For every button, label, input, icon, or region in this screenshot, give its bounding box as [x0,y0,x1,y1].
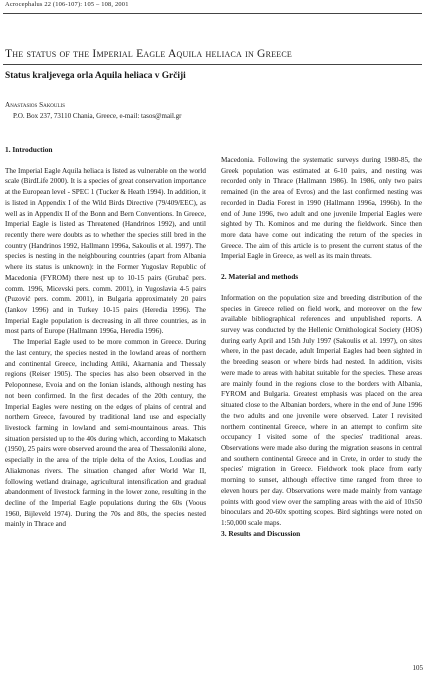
article-subtitle: Status kraljevega orla Aquila heliaca v Grčiji [5,71,186,81]
section-heading-methods: 2. Material and methods [221,272,299,282]
left-column [5,145,206,530]
page-number: 105 [412,664,423,672]
paragraph: The Imperial Eagle Aquila heliaca is listed as vulnerable on the world scale (BirdLife 2000). It is a species of great conservation importance at the European level - SPEC 1 (Tucker & Heath 1994). In addition, it is listed in Appendix I of the Wild Birds Directive (79/409/EEC), as well as in Appendix II of the Bonn and Bern Conventions. In Greece, Imperial Eagle is listed as Threatened (Handrinos 1992), and until recently there were doubts as to whether the species still bred in the country (Handrinos 1992, Hallmann 1996a, Sakoulis et al. 1997). The species is nesting in the neighbouring countries (apart from Albania where its status is unknown): in the Former Yugoslav Republic of Macedonia (FYROM) there nest up to 10-15 pairs (Grubač pers. comm. 1996, Micevski pers. comm. 2001), in Yugoslavia 4-5 pairs (Puzović pers. comm. 2001), in Bulgaria approximately 20 pairs (Iankov 1996) and in Turkey 10-15 pairs (Heredia 1996). The Imperial Eagle population is decreasing in all three countries, as in most parts of Europe (Hallmann 1996a, Heredia 1996). [5,166,206,336]
paragraph: The Imperial Eagle used to be more common in Greece. During the last century, the species nested in the lowland areas of northern and continental Greece, including Attiki, Akarnania and Thessaly regions (Reiser 1905). The species has also been observed in the Peloponnese, Evoia and on the Ionian islands, although nesting has not been confirmed. In the first decades of the 20th century, the Imperial Eagles were nesting on the edges of plains of central and northern Greece, favoured by traditional land use and especially livestock farming in lowland and semi-mountainous areas. This situation persisted up to the 40s during which, according to Makatsch (1950), 25 pairs were observed around the area of Thessaloniki alone, especially in the area of the triple delta of the Axios, Loudias and Aliakmonas rivers. The situation changed after World War II, following wetland drainage, agricultural intensification and gradual abandonment of livestock farming in the lower zone, resulting in the decline of the Imperial Eagle populations during the 60s (Voous 1960, Bijleveld 1974). During the 70s and 80s, the species nested mainly in Thrace and [5,338,206,529]
title-rule [3,64,422,65]
author-name: Anastasios Sakoulis [5,101,66,109]
paragraph: Information on the population size and breeding distribution of the species in Greece relied on field work, and moreover on the few available bibliographical references and unpublished reports. A survey was conducted by the Hellenic Ornithological Society (HOS) during early April and 15th July 1997 (Sakoulis et al. 1997), on sites where, in the past decade, adult Imperial Eagles had been sighted in the breeding season or where birds had nested. In addition, visits were made to areas with habitat suitable for the species. These areas are mainly found in the regions close to the borders with Albania, FYROM and Bulgaria. Greatest emphasis was placed on the area situated close to the Albanian borders, where in the end of June 1996 the two adults and one juvenile were observed. Later I revisited northern continental Greece, where in an attempt to confirm site occupancy I visited some of the species' traditional areas. Observations were made also during the migration seasons in central and southern continental Greece and in Crete, in order to study the species' migration in Greece. Fieldwork took place from early morning to sunset, although effective time ranged from three to eleven hours per day. Observations were made mainly from vantage points with good view over the sampling areas with the aid of 10x50 binoculars and 20-60x spotting scopes. Bird sightings were noted on 1:50,000 scale maps. [221,293,422,527]
paragraph: Macedonia. Following the systematic surveys during 1980-85, the Greek population was estimated at 6-10 pairs, and nesting was recorded only in Thrace (Hallmann 1986). In 1986, only two pairs remained (in the area of Evros) and the last confirmed nesting was recorded in Dadia Forest in 1990 (Hallmann 1996a, 1996b). In the end of June 1996, two adult and one juvenile Imperial Eagles were sighted by Th. Kominos and me during the fieldwork. Since then more data have come out indicating the return of the species in Greece. The aim of this article is to present the current status of the Imperial Eagle in Greece, as well as its main threats. [221,156,422,261]
article-title: The status of the Imperial Eagle Aquila heliaca in Greece [5,47,292,60]
right-column [221,155,422,539]
header-rule [3,13,422,14]
section-heading-introduction: 1. Introduction [5,145,53,154]
section-heading-results: 3. Results and Discussion [221,528,301,538]
author-address: P.O. Box 237, 73110 Chania, Greece, e-mail: tasos@mail.gr [13,112,182,120]
running-head: Acrocephalus 22 (106-107): 105 – 108, 2001 [5,1,129,8]
